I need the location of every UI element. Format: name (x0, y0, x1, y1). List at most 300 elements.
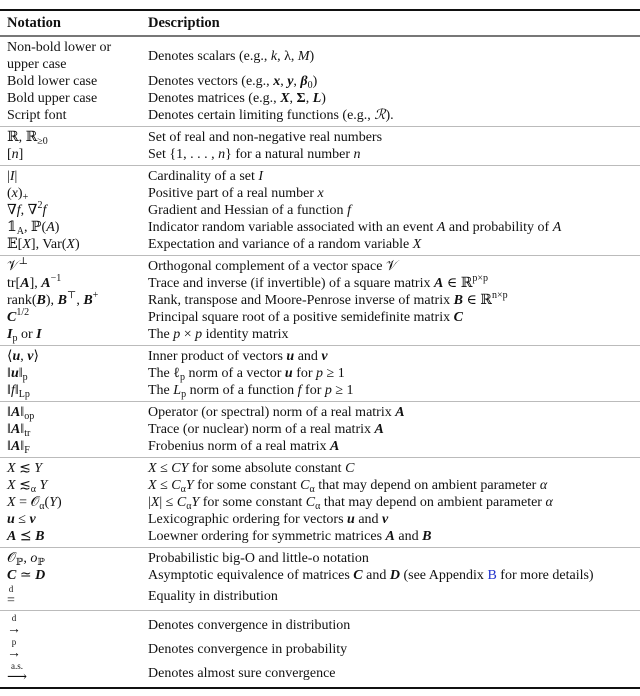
text-segment: Non-bold lower or upper case (7, 40, 112, 72)
text-segment: B (57, 293, 67, 308)
text-segment: for (301, 383, 325, 398)
notation-cell (0, 661, 148, 685)
text-segment: , (20, 349, 28, 364)
notation-cell (0, 202, 148, 219)
text-segment: ℙ (37, 557, 45, 568)
text-segment: n (11, 147, 19, 162)
text-segment: y (287, 74, 294, 89)
text-segment: ∈ ℝ (462, 293, 492, 308)
description-cell (148, 494, 640, 511)
text-segment: ), (45, 293, 58, 308)
text-segment: , ℙ( (23, 220, 47, 235)
text-segment: ∈ ℝ (443, 276, 473, 291)
text-segment: ) (17, 186, 23, 201)
text-segment: α (309, 484, 315, 495)
text-segment: for some constant (199, 495, 306, 510)
description-cell (148, 146, 640, 163)
table-row (0, 326, 640, 343)
text-segment: ‖ (20, 422, 25, 437)
text-segment: α (186, 501, 192, 512)
text-segment: ] (18, 147, 24, 162)
text-segment: B (35, 529, 45, 544)
text-segment: ‖ (7, 405, 11, 420)
table-row (0, 494, 640, 511)
text-segment: I (258, 169, 264, 184)
text-segment: tr (24, 428, 31, 439)
text-segment: C (7, 310, 17, 325)
text-segment: L (173, 383, 182, 398)
text-segment: D (35, 568, 46, 583)
table-group (0, 37, 640, 127)
text-segment: A (395, 405, 405, 420)
notation-cell (0, 129, 148, 146)
table-row (0, 613, 640, 637)
stacked-symbol (7, 661, 27, 685)
symbol-base: ⟶ (7, 670, 28, 685)
description-cell (148, 404, 640, 421)
text-segment: α (30, 484, 37, 495)
table-row (0, 168, 640, 185)
notation-cell (0, 146, 148, 163)
text-segment: C (353, 568, 363, 583)
text-segment: Y (191, 495, 200, 510)
description-cell (148, 617, 640, 634)
text-segment: B (453, 293, 463, 308)
text-segment: for more details) (496, 568, 594, 583)
text-segment: ℝ, ℝ (7, 130, 38, 145)
text-segment: | (14, 169, 18, 184)
symbol-label: p (11, 637, 17, 647)
text-segment: 𝒪 (7, 551, 16, 566)
notation-cell (0, 365, 148, 382)
text-segment: I (7, 327, 13, 342)
text-segment: 0 (307, 80, 313, 91)
text-segment: ≲ (15, 478, 31, 493)
text-segment: Y (39, 478, 48, 493)
notation-cell (0, 348, 148, 365)
text-segment: that may depend on ambient parameter (314, 478, 540, 493)
symbol-base: → (7, 622, 21, 637)
notation-cell (0, 528, 148, 545)
description-cell (148, 365, 640, 382)
notation-cell (0, 185, 148, 202)
text-segment: , (289, 91, 297, 106)
notation-cell (0, 168, 148, 185)
text-segment: f (16, 203, 21, 218)
text-segment: A (10, 422, 21, 437)
table-row (0, 477, 640, 494)
text-segment: ℙ (15, 557, 24, 568)
description-cell (148, 511, 640, 528)
text-segment: ⊥ (18, 256, 29, 267)
text-segment: Lexicographic ordering for vectors (148, 512, 348, 527)
notation-table (0, 11, 640, 689)
text-segment: , (76, 293, 84, 308)
table-row (0, 236, 640, 253)
text-segment: ( (7, 186, 12, 201)
text-segment: norm of a function (186, 383, 298, 398)
text-segment: ‖ (7, 422, 11, 437)
text-segment: u (284, 366, 293, 381)
text-segment: B (83, 293, 93, 308)
notation-cell (0, 73, 148, 90)
notation-cell (0, 477, 148, 494)
description-cell (148, 641, 640, 658)
text-segment: 𝒱 (7, 259, 19, 274)
text-segment: A (434, 276, 444, 291)
text-segment: A (7, 529, 17, 544)
text-segment: The ℓ (148, 366, 180, 381)
description-cell (148, 665, 640, 682)
text-segment: A (10, 439, 21, 454)
text-segment: rank( (7, 293, 37, 308)
text-segment: p (195, 327, 203, 342)
text-segment: | (7, 169, 10, 184)
notation-cell (0, 550, 148, 567)
text-segment: Indicator random variable associated with an event (148, 220, 437, 235)
description-cell (148, 236, 640, 253)
description-cell (148, 168, 640, 185)
text-segment: Rank, transpose and Moore-Penrose inverse of matrix (148, 293, 454, 308)
text-segment: X (150, 495, 160, 510)
text-segment: M (297, 48, 310, 64)
notation-cell (0, 107, 148, 124)
text-segment: p×p (472, 273, 488, 284)
symbol-label: d (8, 584, 14, 594)
text-segment: X (280, 91, 290, 106)
notation-cell (0, 382, 148, 399)
text-segment: ) (57, 495, 62, 510)
description-cell (148, 129, 640, 146)
text-segment: Denotes convergence in probability (148, 641, 348, 657)
table-row (0, 73, 640, 90)
table-row (0, 129, 640, 146)
text-segment: u (10, 366, 19, 381)
text-segment: Set {1, . . . , (148, 147, 219, 162)
text-segment: p (22, 372, 28, 383)
text-segment: Probabilistic big-O and little-o notation (148, 551, 369, 566)
text-segment: Principal square root of a positive semidefinite matrix (148, 310, 454, 325)
text-segment: Orthogonal complement of a vector space 𝒱 (148, 259, 398, 274)
text-segment: X (7, 478, 16, 493)
text-segment: Positive part of a real number (148, 186, 318, 201)
description-cell (148, 185, 640, 202)
text-segment: ∇ (7, 203, 17, 218)
table-row (0, 460, 640, 477)
text-segment: = 𝒪 (15, 495, 40, 510)
text-segment: tr[ (7, 276, 21, 291)
text-segment: Gradient and Hessian of a function (148, 203, 348, 218)
text-segment: u (347, 512, 355, 527)
text-segment: C (171, 478, 181, 493)
text-segment: ‖ (7, 383, 11, 398)
text-segment: Loewner ordering for symmetric matrices (148, 529, 386, 544)
text-segment: p (181, 389, 187, 400)
text-segment: | (148, 495, 151, 510)
text-segment: 1/2 (16, 307, 30, 318)
table-row (0, 511, 640, 528)
text-segment: A (10, 405, 21, 420)
table-group (0, 256, 640, 346)
text-segment: Y (34, 461, 43, 476)
text-segment: and (394, 529, 423, 544)
table-group (0, 458, 640, 548)
text-segment: Frobenius norm of a real matrix (148, 439, 330, 454)
stacked-symbol (7, 637, 21, 661)
table-row (0, 567, 640, 584)
text-segment: + (92, 290, 99, 301)
description-cell (148, 309, 640, 326)
text-segment: ‖ (14, 383, 19, 398)
text-segment: Operator (or spectral) norm of a real matrix (148, 405, 396, 420)
text-segment: ‖ (7, 439, 11, 454)
text-segment: p (324, 383, 332, 398)
text-segment: norm of a vector (184, 366, 285, 381)
description-cell (148, 258, 640, 275)
description-cell (148, 382, 640, 399)
description-cell (148, 588, 640, 605)
notation-cell (0, 219, 148, 236)
description-cell (148, 90, 640, 107)
text-segment: + (22, 192, 29, 203)
text-segment: α (180, 484, 186, 495)
text-segment: Trace (or nuclear) norm of a real matrix (148, 422, 375, 437)
text-segment: , ∇ (20, 203, 38, 218)
table-row (0, 550, 640, 567)
text-segment: ( (44, 495, 50, 510)
symbol-base: = (7, 593, 15, 608)
text-segment: F (24, 445, 30, 456)
text-segment: B (422, 529, 432, 544)
description-cell (148, 348, 640, 365)
text-segment: α (545, 495, 553, 510)
table-group (0, 166, 640, 256)
text-segment: n (353, 147, 361, 162)
table-header (0, 11, 640, 37)
text-segment: C (176, 495, 187, 510)
header-notation: Notation (7, 14, 61, 31)
text-segment: x (317, 186, 324, 201)
text-segment: ], Var( (30, 237, 67, 252)
text-segment: ‖ (20, 405, 25, 420)
text-segment: ≤ (156, 478, 172, 493)
table-row (0, 292, 640, 309)
text-segment: v (321, 349, 328, 364)
text-segment: , (280, 74, 288, 89)
text-segment: identity matrix (202, 327, 289, 342)
notation-cell (0, 511, 148, 528)
text-segment: Cardinality of a set (148, 169, 259, 184)
text-segment: } for a natural number (225, 147, 354, 162)
text-segment: X (148, 478, 157, 493)
table-body (0, 37, 640, 687)
appendix-link[interactable]: B (487, 568, 497, 583)
text-segment: ) (309, 48, 315, 64)
notation-cell (0, 90, 148, 107)
text-segment: or (17, 327, 37, 342)
text-segment: Inner product of vectors (148, 349, 287, 364)
text-segment: u (12, 349, 21, 364)
text-segment: ‖ (7, 366, 11, 381)
text-segment: and probability of (445, 220, 553, 235)
text-segment: v (29, 512, 36, 527)
text-segment: Bold lower case (7, 74, 98, 89)
text-segment: CY (171, 461, 189, 476)
text-segment: , (293, 74, 301, 89)
description-cell (148, 550, 640, 567)
description-cell (148, 292, 640, 309)
text-segment: ≥0 (37, 136, 48, 147)
text-segment: ⪯ (16, 529, 36, 544)
notation-cell (0, 326, 148, 343)
text-segment: ) (321, 91, 326, 106)
text-segment: Equality in distribution (148, 588, 278, 604)
text-segment: A (20, 276, 30, 291)
text-segment: Denotes convergence in distribution (148, 617, 351, 633)
text-segment: The (148, 383, 174, 398)
text-segment: The (148, 327, 174, 342)
description-cell (148, 567, 640, 584)
stacked-symbol (7, 584, 15, 608)
text-segment: C (7, 568, 17, 583)
text-segment: (see Appendix (399, 568, 488, 583)
text-segment: ≤ (156, 461, 172, 476)
text-segment: × (180, 327, 196, 342)
symbol-label: d (11, 613, 17, 623)
text-segment: ) (54, 220, 60, 235)
description-cell (148, 219, 640, 236)
notation-cell (0, 613, 148, 637)
text-segment: ‖ (18, 366, 23, 381)
table-row (0, 348, 640, 365)
notation-cell (0, 309, 148, 326)
text-segment: x (11, 186, 18, 201)
text-segment: Trace and inverse (if invertible) of a square matrix (148, 276, 434, 291)
text-segment: Y (49, 495, 57, 510)
text-segment: v (27, 349, 34, 364)
header-description: Description (148, 14, 220, 31)
text-segment: Expectation and variance of a random variable (148, 237, 413, 252)
table-row (0, 219, 640, 236)
text-segment: Set of real and non-negative real numbers (148, 130, 383, 145)
table-row (0, 365, 640, 382)
table-row (0, 258, 640, 275)
text-segment: C (345, 461, 355, 476)
table-row (0, 146, 640, 163)
text-segment: for some absolute constant (188, 461, 346, 476)
text-segment: A (46, 220, 55, 235)
text-segment: ≥ 1 (323, 366, 345, 381)
description-cell (148, 460, 640, 477)
text-segment: Bold upper case (7, 91, 98, 106)
text-segment: ) (74, 237, 80, 252)
description-cell (148, 477, 640, 494)
text-segment: p (316, 366, 324, 381)
table-row (0, 382, 640, 399)
text-segment: x (273, 74, 281, 89)
text-segment: ⟨ (7, 349, 13, 364)
text-segment: A (552, 220, 562, 235)
description-cell (148, 107, 640, 124)
text-segment: L (312, 91, 322, 106)
text-segment: 𝔼[ (7, 237, 23, 252)
text-segment: u (7, 512, 15, 527)
notation-cell (0, 494, 148, 511)
text-segment: Σ (296, 91, 306, 106)
text-segment: p (179, 372, 185, 383)
text-segment: X (148, 461, 157, 476)
description-cell (148, 202, 640, 219)
description-cell (148, 73, 640, 90)
text-segment: −1 (50, 273, 62, 284)
text-segment: A (16, 226, 24, 237)
text-segment: ], (29, 276, 42, 291)
text-segment: f (347, 203, 351, 218)
text-segment: Denotes certain limiting functions (e.g., (148, 108, 375, 123)
text-segment: | ≤ (159, 495, 177, 510)
text-segment: α (39, 501, 45, 512)
symbol-base: → (7, 646, 21, 661)
text-segment: A (385, 529, 395, 544)
text-segment: X (7, 461, 16, 476)
text-segment: ‖ (20, 439, 25, 454)
table-row (0, 584, 640, 608)
table-row (0, 637, 640, 661)
text-segment: op (24, 411, 35, 422)
text-segment: C (300, 478, 310, 493)
table-group (0, 346, 640, 402)
notation-cell (0, 258, 148, 275)
table-row (0, 421, 640, 438)
table-group (0, 611, 640, 687)
text-segment: Y (185, 478, 194, 493)
text-segment: ). (385, 108, 394, 123)
text-segment: and (354, 512, 383, 527)
text-segment: ) (312, 74, 318, 89)
table-group (0, 402, 640, 458)
text-segment: and (294, 349, 322, 364)
text-segment: n (218, 147, 226, 162)
notation-cell (0, 39, 148, 73)
text-segment: X (66, 237, 75, 252)
description-cell (148, 438, 640, 455)
notation-cell (0, 404, 148, 421)
text-segment: ≥ 1 (331, 383, 354, 398)
text-segment: k (270, 48, 278, 64)
notation-cell (0, 584, 148, 608)
text-segment: X (412, 237, 422, 252)
description-cell (148, 275, 640, 292)
text-segment: β (300, 74, 308, 89)
text-segment: n×p (491, 290, 508, 301)
text-segment: Denotes matrices (e.g., (148, 91, 281, 106)
text-segment: A (41, 276, 51, 291)
text-segment: ≲ (15, 461, 35, 476)
text-segment: ⊤ (66, 290, 77, 301)
text-segment: X (7, 495, 16, 510)
notation-cell (0, 637, 148, 661)
text-segment: C (305, 495, 316, 510)
symbol-label: a.s. (11, 661, 24, 671)
table-group (0, 127, 640, 166)
text-segment: f (42, 203, 47, 218)
text-segment: X (22, 237, 31, 252)
table-group (0, 548, 640, 611)
text-segment: ⟩ (33, 349, 39, 364)
table-row (0, 309, 640, 326)
text-segment: and (362, 568, 390, 583)
notation-cell (0, 421, 148, 438)
